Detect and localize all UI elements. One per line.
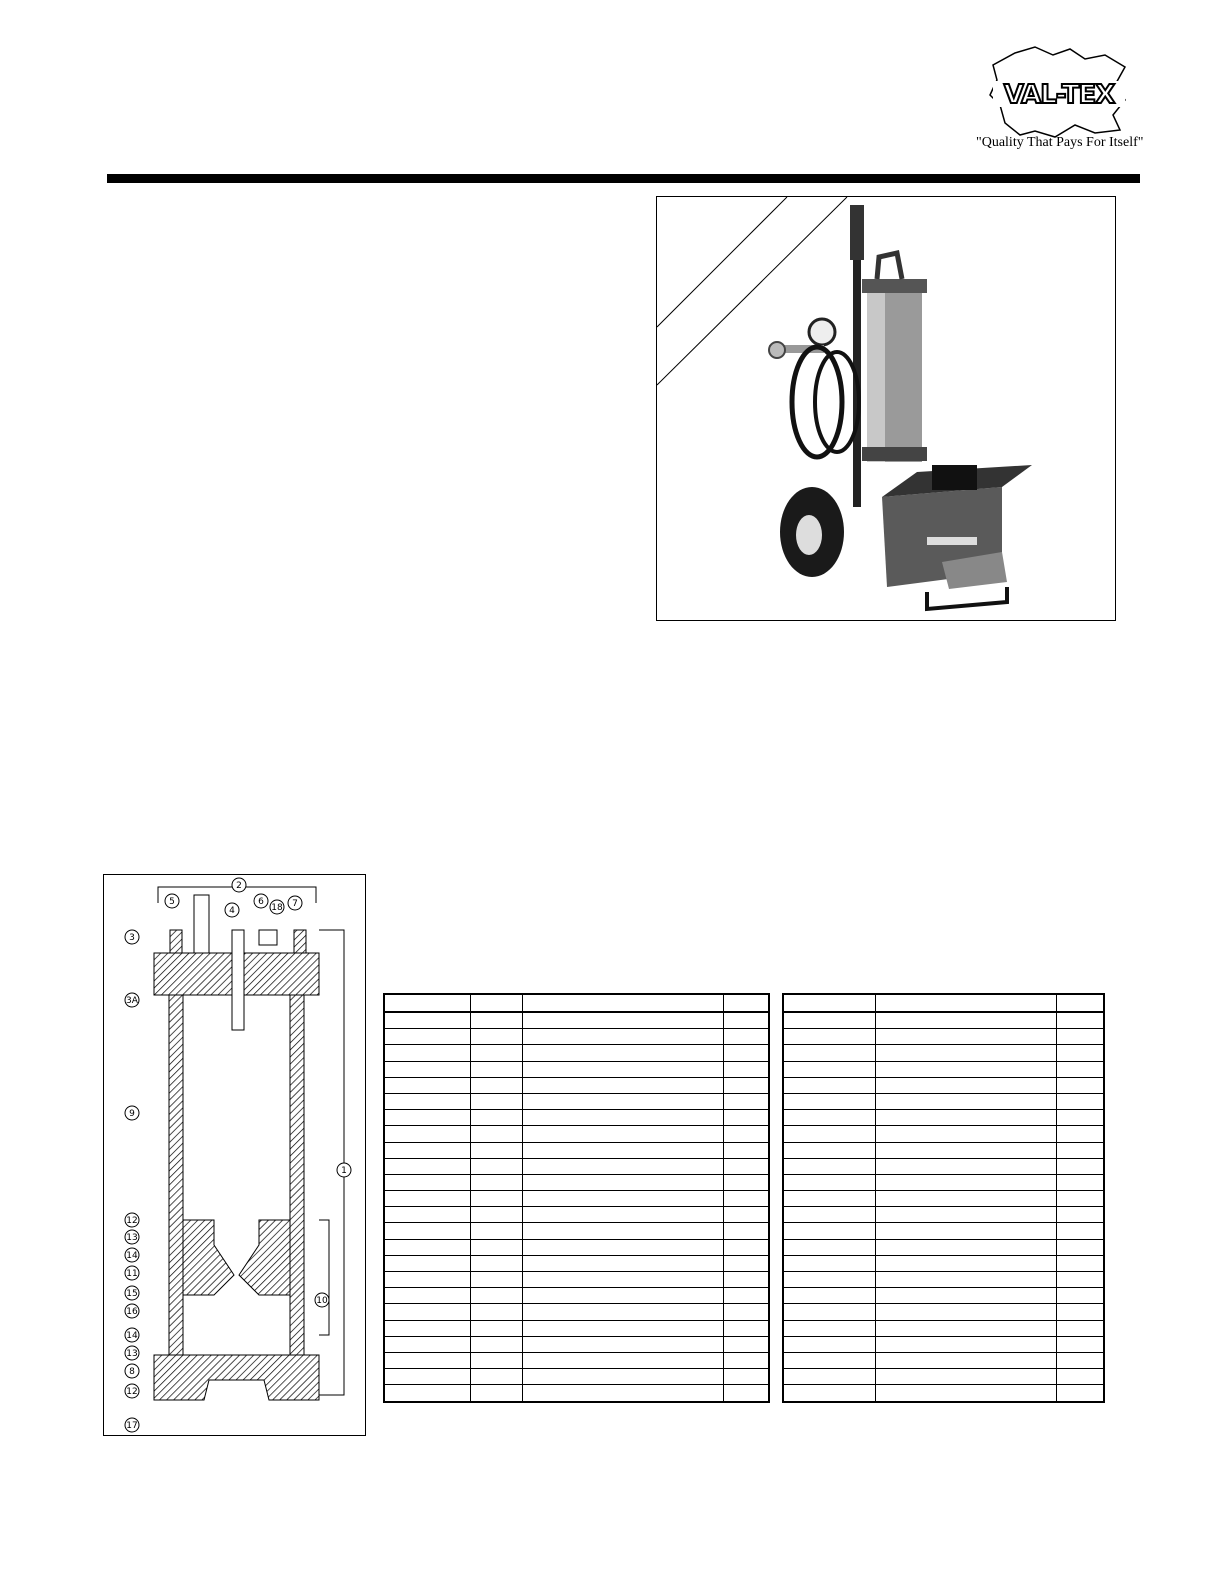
table-cell: [723, 1029, 769, 1045]
table-cell: [522, 1255, 723, 1271]
table-cell: [723, 1223, 769, 1239]
table-cell: [783, 1320, 875, 1336]
table-cell: [783, 1174, 875, 1190]
callout-17: [125, 1418, 139, 1432]
table-row: [384, 1255, 769, 1271]
table-cell: [384, 1012, 470, 1029]
table-cell: [384, 1158, 470, 1174]
table-cell: [783, 1207, 875, 1223]
table-cell: [1056, 1029, 1104, 1045]
callout-12a: [125, 1213, 139, 1227]
table-cell: [1056, 1191, 1104, 1207]
table-cell: [783, 1093, 875, 1109]
table-cell: [522, 1142, 723, 1158]
table-cell: [875, 1191, 1056, 1207]
callout-1: [337, 1163, 351, 1177]
callout-3: [125, 930, 139, 944]
table-cell: [384, 1093, 470, 1109]
table-row: [384, 1029, 769, 1045]
table-row: [384, 1304, 769, 1320]
table-row: [384, 1093, 769, 1109]
table-cell: [723, 1239, 769, 1255]
parts-table-left: [383, 993, 770, 1403]
pump-cart-photo: [656, 196, 1116, 621]
table-cell: [470, 1223, 522, 1239]
svg-text:12: 12: [126, 1216, 138, 1226]
cross-section-diagram: [103, 874, 366, 1436]
table-cell: [783, 1369, 875, 1385]
table-cell: [1056, 1288, 1104, 1304]
table-cell: [384, 1029, 470, 1045]
table-cell: [723, 1142, 769, 1158]
table-cell: [384, 1352, 470, 1368]
table-cell: [783, 1191, 875, 1207]
table-cell: [384, 1385, 470, 1402]
tagline: "Quality That Pays For Itself": [976, 135, 1144, 150]
table-cell: [522, 1191, 723, 1207]
table-cell: [522, 1207, 723, 1223]
table-row: [783, 1272, 1104, 1288]
table-cell: [384, 1061, 470, 1077]
table-row: [783, 1061, 1104, 1077]
table-row: [783, 1320, 1104, 1336]
table-cell: [723, 1336, 769, 1352]
table-cell: [1056, 1012, 1104, 1029]
table-cell: [522, 1288, 723, 1304]
table-cell: [1056, 1385, 1104, 1402]
table-cell: [875, 1012, 1056, 1029]
table-cell: [723, 1272, 769, 1288]
table-cell: [875, 1061, 1056, 1077]
callout-18: [270, 900, 284, 914]
table-row: [384, 1174, 769, 1190]
table-cell: [783, 1223, 875, 1239]
table-cell: [1056, 1207, 1104, 1223]
table-cell: [875, 1029, 1056, 1045]
table-cell: [470, 1369, 522, 1385]
table-cell: [783, 1110, 875, 1126]
svg-text:12: 12: [126, 1387, 138, 1397]
table-row: [783, 1207, 1104, 1223]
table-cell: [470, 1158, 522, 1174]
table-cell: [384, 1223, 470, 1239]
table-row: [783, 1369, 1104, 1385]
table-row: [384, 1191, 769, 1207]
table-cell: [522, 1320, 723, 1336]
table-cell: [875, 1272, 1056, 1288]
table-row: [783, 1255, 1104, 1271]
table-cell: [470, 1174, 522, 1190]
table-cell: [723, 1158, 769, 1174]
table-cell: [723, 1191, 769, 1207]
table-cell: [875, 1142, 1056, 1158]
table-cell: [723, 1045, 769, 1061]
table-row: [783, 1385, 1104, 1402]
table-cell: [875, 1045, 1056, 1061]
table-cell: [875, 1158, 1056, 1174]
svg-text:14: 14: [126, 1251, 138, 1261]
table-cell: [875, 1239, 1056, 1255]
table-cell: [783, 1239, 875, 1255]
table-cell: [783, 1352, 875, 1368]
table-cell: [723, 1255, 769, 1271]
table-cell: [384, 1288, 470, 1304]
table-row: [384, 1385, 769, 1402]
table-cell: [1056, 1110, 1104, 1126]
callout-13b: [125, 1346, 139, 1360]
svg-text:9: 9: [129, 1109, 135, 1119]
svg-text:15: 15: [126, 1289, 138, 1299]
svg-text:8: 8: [129, 1367, 135, 1377]
callout-7: [288, 896, 302, 910]
table-cell: [1056, 1174, 1104, 1190]
table-cell: [723, 1385, 769, 1402]
table-cell: [522, 1061, 723, 1077]
svg-text:1: 1: [341, 1166, 347, 1176]
table-cell: [723, 1288, 769, 1304]
table-cell: [522, 1174, 723, 1190]
table-cell: [522, 1239, 723, 1255]
logo-wordmark: VAL-TEX: [1003, 80, 1115, 110]
table-cell: [384, 1272, 470, 1288]
table-row: [384, 1239, 769, 1255]
table-cell: [522, 1369, 723, 1385]
table-cell: [875, 1077, 1056, 1093]
table-cell: [470, 1336, 522, 1352]
table-header-row: [783, 994, 1104, 1012]
callout-8: [125, 1364, 139, 1378]
table-row: [783, 1223, 1104, 1239]
callout-12b: [125, 1384, 139, 1398]
table-row: [783, 1352, 1104, 1368]
svg-text:13: 13: [126, 1233, 138, 1243]
table-cell: [470, 1385, 522, 1402]
table-cell: [875, 1385, 1056, 1402]
table-cell: [1056, 1352, 1104, 1368]
table-header-row: [384, 994, 769, 1012]
table-cell: [723, 1207, 769, 1223]
svg-text:4: 4: [229, 906, 235, 916]
table-cell: [723, 1352, 769, 1368]
table-cell: [875, 1126, 1056, 1142]
table-row: [384, 1061, 769, 1077]
table-cell: [384, 1207, 470, 1223]
callout-2: [232, 878, 246, 892]
table-cell: [723, 1304, 769, 1320]
callout-5: [165, 894, 179, 908]
callout-10: [315, 1293, 329, 1307]
callout-16: [125, 1304, 139, 1318]
table-cell: [875, 1288, 1056, 1304]
table-cell: [723, 1110, 769, 1126]
table-row: [384, 1126, 769, 1142]
table-cell: [783, 1288, 875, 1304]
table-cell: [723, 1061, 769, 1077]
table-row: [783, 1093, 1104, 1109]
callout-15: [125, 1286, 139, 1300]
table-cell: [522, 1029, 723, 1045]
table-cell: [1056, 1223, 1104, 1239]
table-cell: [1056, 1304, 1104, 1320]
table-cell: [875, 1336, 1056, 1352]
table-row: [783, 1288, 1104, 1304]
table-cell: [522, 1012, 723, 1029]
table-cell: [470, 1093, 522, 1109]
table-cell: [384, 1077, 470, 1093]
table-cell: [384, 1255, 470, 1271]
table-cell: [1056, 1158, 1104, 1174]
parts-table-right: [782, 993, 1105, 1403]
table-cell: [783, 1029, 875, 1045]
table-cell: [470, 1191, 522, 1207]
table-cell: [384, 1320, 470, 1336]
table-row: [384, 1288, 769, 1304]
table-cell: [875, 1093, 1056, 1109]
table-cell: [1056, 1077, 1104, 1093]
table-cell: [1056, 1272, 1104, 1288]
table-row: [783, 1174, 1104, 1190]
table-row: [384, 1336, 769, 1352]
table-row: [384, 1352, 769, 1368]
svg-text:3A: 3A: [126, 996, 138, 1006]
table-cell: [1056, 1239, 1104, 1255]
table-cell: [875, 1320, 1056, 1336]
table-cell: [1056, 1320, 1104, 1336]
table-cell: [875, 1174, 1056, 1190]
table-row: [384, 1110, 769, 1126]
table-cell: [783, 1012, 875, 1029]
table-cell: [875, 1207, 1056, 1223]
table-cell: [470, 1142, 522, 1158]
table-cell: [470, 1029, 522, 1045]
table-cell: [783, 1077, 875, 1093]
table-cell: [1056, 1126, 1104, 1142]
table-cell: [783, 1158, 875, 1174]
svg-text:3: 3: [129, 933, 135, 943]
table-cell: [470, 1352, 522, 1368]
table-cell: [1056, 1255, 1104, 1271]
table-cell: [783, 1272, 875, 1288]
table-row: [384, 1207, 769, 1223]
table-cell: [470, 1288, 522, 1304]
callout-6: [254, 894, 268, 908]
table-cell: [470, 1126, 522, 1142]
table-cell: [522, 1110, 723, 1126]
table-cell: [723, 1077, 769, 1093]
table-cell: [875, 1223, 1056, 1239]
table-cell: [470, 1012, 522, 1029]
table-row: [384, 1369, 769, 1385]
table-cell: [783, 1255, 875, 1271]
table-cell: [1056, 1061, 1104, 1077]
callout-9: [125, 1106, 139, 1120]
table-cell: [522, 1223, 723, 1239]
table-row: [783, 1304, 1104, 1320]
table-cell: [470, 1239, 522, 1255]
table-cell: [783, 1126, 875, 1142]
svg-text:7: 7: [292, 899, 298, 909]
table-row: [384, 1012, 769, 1029]
table-cell: [1056, 1142, 1104, 1158]
table-cell: [875, 1369, 1056, 1385]
table-cell: [384, 1110, 470, 1126]
table-cell: [470, 1207, 522, 1223]
svg-text:5: 5: [169, 897, 175, 907]
table-cell: [384, 1191, 470, 1207]
table-row: [384, 1142, 769, 1158]
table-row: [384, 1077, 769, 1093]
table-cell: [522, 1045, 723, 1061]
table-cell: [783, 1385, 875, 1402]
table-row: [783, 1126, 1104, 1142]
table-cell: [783, 1142, 875, 1158]
table-cell: [522, 1077, 723, 1093]
table-cell: [1056, 1336, 1104, 1352]
callout-11: [125, 1266, 139, 1280]
table-row: [783, 1012, 1104, 1029]
svg-text:11: 11: [126, 1269, 138, 1279]
table-cell: [522, 1093, 723, 1109]
svg-text:17: 17: [126, 1421, 138, 1431]
table-cell: [522, 1385, 723, 1402]
table-row: [384, 1272, 769, 1288]
table-cell: [384, 1336, 470, 1352]
table-row: [783, 1110, 1104, 1126]
table-cell: [723, 1012, 769, 1029]
table-cell: [384, 1174, 470, 1190]
callout-14a: [125, 1248, 139, 1262]
pressure-gauge: [809, 319, 835, 345]
table-cell: [470, 1320, 522, 1336]
table-row: [384, 1223, 769, 1239]
table-row: [384, 1158, 769, 1174]
table-cell: [522, 1304, 723, 1320]
table-cell: [723, 1126, 769, 1142]
callout-3a: [125, 993, 139, 1007]
svg-text:10: 10: [316, 1296, 328, 1306]
table-cell: [522, 1336, 723, 1352]
table-cell: [384, 1304, 470, 1320]
table-cell: [1056, 1093, 1104, 1109]
table-row: [783, 1077, 1104, 1093]
table-row: [783, 1191, 1104, 1207]
table-cell: [470, 1045, 522, 1061]
table-row: [384, 1045, 769, 1061]
svg-text:16: 16: [126, 1307, 138, 1317]
table-cell: [470, 1077, 522, 1093]
table-cell: [723, 1369, 769, 1385]
svg-text:14: 14: [126, 1331, 138, 1341]
table-cell: [783, 1304, 875, 1320]
table-cell: [384, 1369, 470, 1385]
table-cell: [723, 1093, 769, 1109]
table-cell: [723, 1174, 769, 1190]
table-cell: [384, 1239, 470, 1255]
svg-text:6: 6: [258, 897, 264, 907]
table-row: [783, 1029, 1104, 1045]
callout-14b: [125, 1328, 139, 1342]
table-cell: [875, 1304, 1056, 1320]
table-cell: [384, 1126, 470, 1142]
table-cell: [470, 1272, 522, 1288]
table-cell: [470, 1304, 522, 1320]
table-cell: [783, 1061, 875, 1077]
table-cell: [470, 1061, 522, 1077]
table-row: [783, 1142, 1104, 1158]
table-cell: [470, 1110, 522, 1126]
callout-13a: [125, 1230, 139, 1244]
table-cell: [1056, 1045, 1104, 1061]
table-row: [783, 1239, 1104, 1255]
header-rule: [107, 174, 1140, 183]
table-row: [384, 1320, 769, 1336]
svg-text:13: 13: [126, 1349, 138, 1359]
callout-4: [225, 903, 239, 917]
table-cell: [522, 1272, 723, 1288]
svg-text:18: 18: [271, 903, 283, 913]
table-cell: [522, 1352, 723, 1368]
svg-text:2: 2: [236, 881, 242, 891]
table-row: [783, 1045, 1104, 1061]
table-row: [783, 1336, 1104, 1352]
table-cell: [522, 1126, 723, 1142]
table-cell: [875, 1255, 1056, 1271]
table-cell: [875, 1352, 1056, 1368]
table-cell: [384, 1142, 470, 1158]
table-cell: [783, 1045, 875, 1061]
table-cell: [723, 1320, 769, 1336]
table-cell: [522, 1158, 723, 1174]
table-cell: [783, 1336, 875, 1352]
table-cell: [384, 1045, 470, 1061]
table-cell: [1056, 1369, 1104, 1385]
table-row: [783, 1158, 1104, 1174]
table-cell: [470, 1255, 522, 1271]
table-cell: [875, 1110, 1056, 1126]
